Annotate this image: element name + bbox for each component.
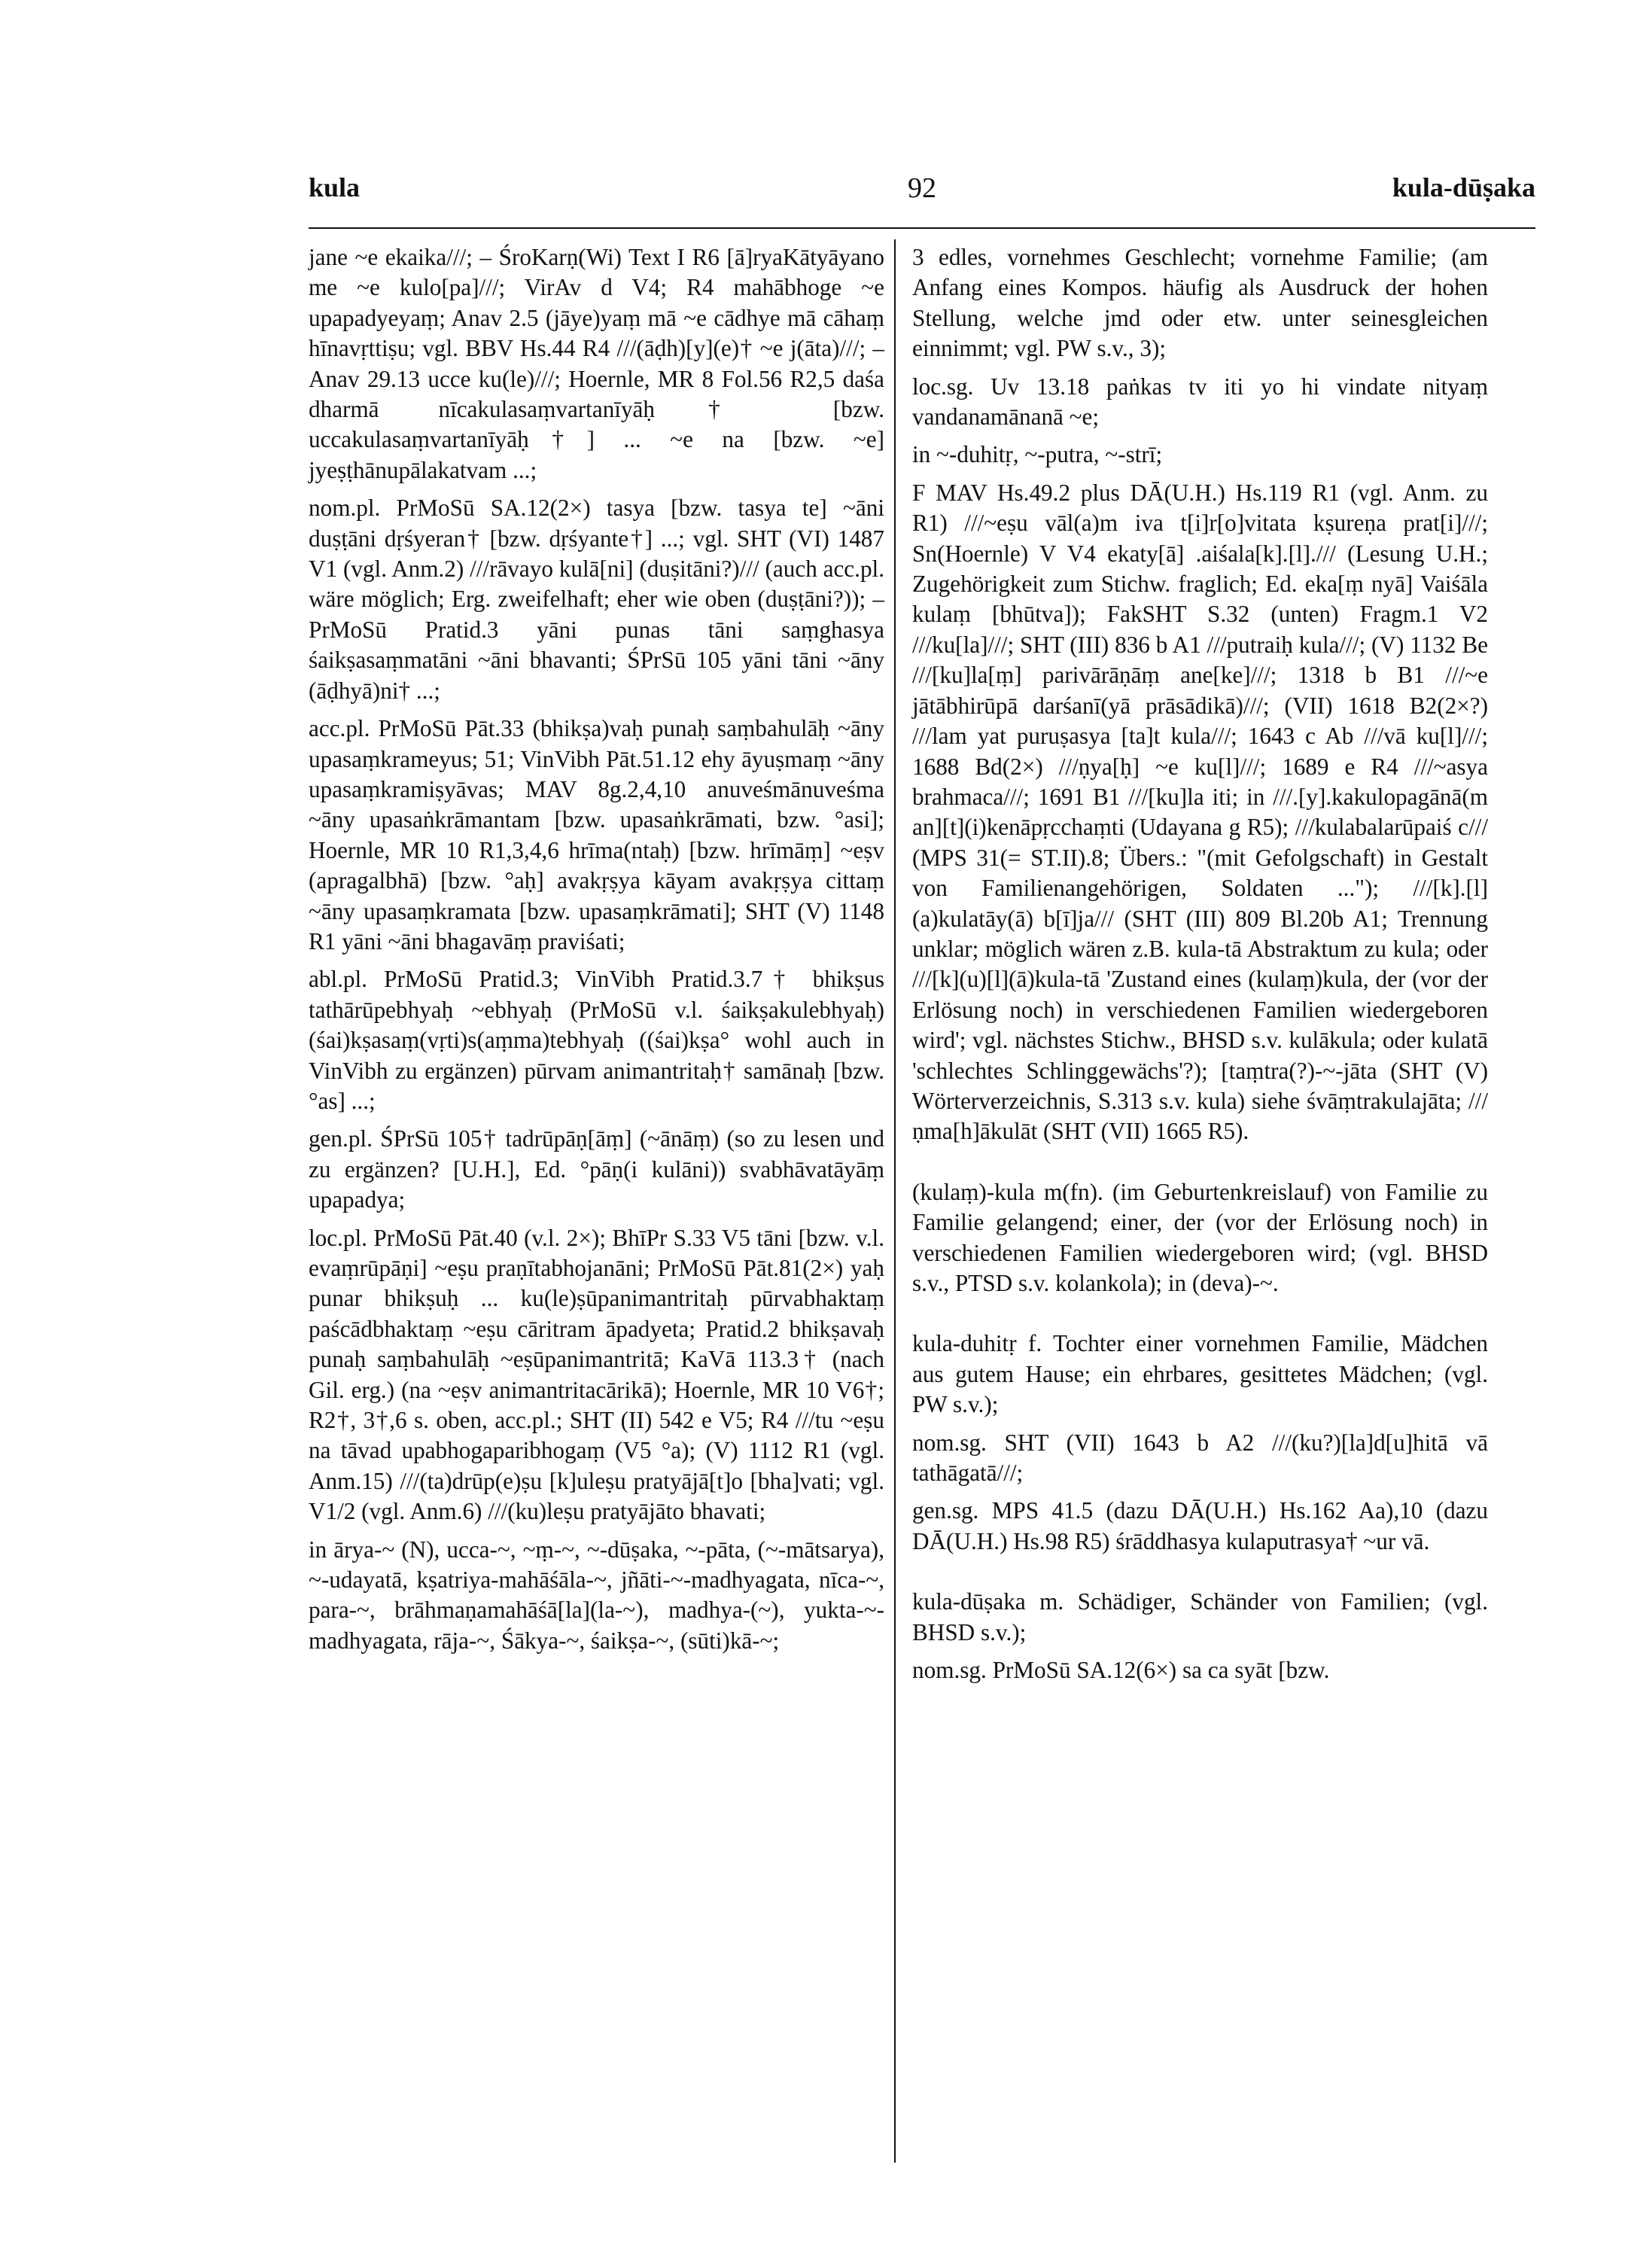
page-header [309,172,1535,224]
entry-paragraph: 3 edles, vornehmes Geschlecht; vornehme Familie; (am Anfang eines Kompos. häufig als Ausdruck der hohen Stellung, welche jmd oder etw. unter seinesgleichen einnimmt; vgl. PW s.v., 3); [912,244,1488,362]
page-number: 92 [908,172,936,204]
entry-paragraph: in ~-duhitṛ, ~-putra, ~-strī; [912,441,1163,468]
entry-headword-kulamkula: (kulaṃ)-kula m(fn). (im Geburtenkreislauf) von Familie zu Familie gelangend; einer, der (vor der Erlösung noch) in verschiedenen Familien wiedergeboren wird; (vgl. BHSD s.v., PTSD s.v. kolankola); in (deva)-~. [912,1178,1488,1296]
entry-paragraph: nom.pl. PrMoSū SA.12(2×) tasya [bzw. tasya te] ~āni duṣṭāni dṛśyeran† [bzw. dṛśyante†] ...; vgl. SHT (VI) 1487 V1 (vgl. Anm.2) ///rāvayo kulā[ni] (duṣitāni?)/// (auch acc.pl. wäre möglich; Erg. zweifelhaft; eher wie oben (duṣṭāni?)); – PrMoSū Pratid.3 yāni punas tāni saṃghasya śaikṣasaṃmatāni ~āni bhavanti; ŚPrSū 105 yāni tāni ~āny (āḍhyā)ni† ...; [309,495,884,704]
left-column [309,242,884,1664]
entry-paragraph: abl.pl. PrMoSū Pratid.3; VinVibh Pratid.3.7† bhikṣus tathārūpebhyaḥ ~ebhyaḥ (PrMoSū v.l. śaikṣakulebhyaḥ) (śai)kṣasaṃ(vṛti)s(aṃma)tebhyaḥ ((śai)kṣa° wohl auch in VinVibh zu ergänzen) pūrvam animantritaḥ† samānaḥ [bzw. °as] ...; [309,966,884,1114]
entry-paragraph: loc.pl. PrMoSū Pāt.40 (v.l. 2×); BhīPr S.33 V5 tāni [bzw. v.l. evaṃrūpāṇi] ~eṣu praṇītabhojanāni; PrMoSū Pāt.81(2×) yaḥ punar bhikṣuḥ ... ku(le)ṣūpanimantritaḥ pūrvabhaktaṃ paścādbhaktaṃ ~eṣu cāritram āpadyeta; Pratid.2 bhikṣavaḥ punaḥ saṃbahulāḥ ~eṣūpanimantritā; KaVā 113.3† (nach Gil. erg.) (na ~eṣv animantritacārikā); Hoernle, MR 10 V6†; R2†, 3†,6 s. oben, acc.pl.; SHT (II) 542 e V5; R4 ///tu ~eṣu na tāvad upabhogaparibhogaṃ (V5 °a); (V) 1112 R1 (vgl. Anm.15) ///(ta)drūp(e)ṣu [k]uleṣu pratyājā[t]o [bha]vati; vgl. V1/2 (vgl. Anm.6) ///(ku)leṣu pratyājāto bhavati; [309,1224,884,1525]
entry-paragraph: jane ~e ekaika///; – ŚroKarṇ(Wi) Text I R6 [ā]ryaKātyāyano me ~e kulo[pa]///; VirAv d V4; R4 mahābhoge ~e upapadyeyaṃ; Anav 2.5 (jāye)yaṃ mā ~e cādhye mā cāhaṃ hīnavṛttiṣu; vgl. BBV Hs.44 R4 ///(āḍh)[y](e)† ~e j(āta)///; – Anav 29.13 ucce ku(le)///; Hoernle, MR 8 Fol.56 R2,5 daśa dharmā nīcakulasaṃvartanīyāḥ† [bzw. uccakulasaṃvartanīyāḥ†] ... ~e na [bzw. ~e] jyeṣṭhānupālakatvam ...; [309,244,884,483]
entry-headword-kula-dusaka: kula-dūṣaka m. Schädiger, Schänder von Familien; (vgl. BHSD s.v.); [912,1588,1488,1645]
entry-headword-kula-duhitr: kula-duhitṛ f. Tochter einer vornehmen Familie, Mädchen aus gutem Hause; ein ehrbares, gesittetes Mädchen; (vgl. PW s.v.); [912,1330,1488,1418]
header-right-headword: kula-dūṣaka [1392,172,1535,202]
entry-paragraph: acc.pl. PrMoSū Pāt.33 (bhikṣa)vaḥ punaḥ saṃbahulāḥ ~āny upasaṃkrameyus; 51; VinVibh Pāt.51.12 ehy āyuṣmaṃ ~āny upasaṃkramiṣyāvas; MAV 8g.2,4,10 anuveśmānuveśma ~āny upasaṅkrāmantam [bzw. upasaṅkrāmati, bzw. °asi]; Hoernle, MR 10 R1,3,4,6 hrīma(ntaḥ) [bzw. hrīmāṃ] ~eṣv (apragalbhā) [bzw. °aḥ] avakṛṣya kāyam avakṛṣya cittaṃ ~āny upasaṃkramata [bzw. upasaṃkrāmati]; SHT (V) 1148 R1 yāni ~āni bhagavāṃ praviśati; [309,715,884,954]
entry-paragraph: nom.sg. PrMoSū SA.12(6×) sa ca syāt [bzw. [912,1657,1330,1684]
compounds-paragraph: in ārya-~ (N), ucca-~, ~ṃ-~, ~-dūṣaka, ~-pāta, (~-mātsarya), ~-udayatā, kṣatriya-mahāśāla-~, jñāti-~-madhyagata, nīca-~, para-~, brāhmaṇamahāśā[la](la-~), madhya-(~), yukta-~-madhyagata, rāja-~, Śākya-~, śaikṣa-~, (sūti)kā-~; [309,1536,884,1654]
entry-paragraph: F MAV Hs.49.2 plus DĀ(U.H.) Hs.119 R1 (vgl. Anm. zu R1) ///~eṣu vāl(a)m iva t[i]r[o]vitata kṣureṇa prat[i]///; Sn(Hoernle) V V4 ekaty[ā] .aiśala[k].[l]./// (Lesung U.H.; Zugehörigkeit zum Stichw. fraglich; Ed. eka[ṃ nyā] Vaiśāla kulaṃ [bhūtva]); FakSHT S.32 (unten) Fragm.1 V2 ///ku[la]///; SHT (III) 836 b A1 ///putraiḥ kula///; (V) 1132 Be ///[ku]la[ṃ] parivārāṇāṃ ane[ke]///; 1318 b B1 ///~e jātābhirūpā darśanī(yā prāsādikā)///; (VII) 1618 B2(2×?) ///lam yat puruṣasya [ta]t kula///; 1643 c Ab ///vā ku[l]///; 1688 Bd(2×) ///ṇya[ḥ] ~e ku[l]///; 1689 e R4 ///~asya brahmaca///; 1691 B1 ///[ku]la iti; in ///.[y].kakulopagānā(m an][t](i)kenāpṛcchaṃti (Udayana g R5); ///kulabalarūpaiś c/// (MPS 31(= ST.II).8; Übers.: "(mit Gefolgschaft) in Gestalt von Familienangehörigen, Soldaten ..."); ///[k].[l](a)kulatāy(ā) b[ī]ja/// (SHT (III) 809 Bl.20b A1; Trennung unklar; möglich wären z.B. kula-tā Abstraktum zu kula; oder ///[k](u)[l](ā)kula-tā 'Zustand eines (kulaṃ)kula, der (vor der Erlösung noch) in verschiedenen Familien wiedergeboren wird'; vgl. nächstes Stichw., BHSD s.v. kulākula; oder kulatā 'schlechtes Schlinggewächs'?); [taṃtra(?)-~-jāta (SHT (V) Wörterverzeichnis, S.313 s.v. kula) siehe śvāṃtrakulajāta; ///ṇma[h]ākulāt (SHT (VII) 1665 R5). [912,479,1488,1145]
entry-paragraph: gen.pl. ŚPrSū 105† tadrūpāṇ[āṃ] (~ānāṃ) (so zu lesen und zu ergänzen? [U.H.], Ed. °pāṇ(i kulāni)) svabhāvatāyāṃ upapadya; [309,1125,884,1213]
right-column [912,242,1488,1693]
column-divider [894,239,896,2163]
entry-paragraph: loc.sg. Uv 13.18 paṅkas tv iti yo hi vindate nityaṃ vandanamānanā ~e; [912,373,1488,431]
header-rule [309,227,1535,229]
header-left-headword: kula [309,172,361,202]
entry-paragraph: nom.sg. SHT (VII) 1643 b A2 ///(ku?)[la]d[u]hitā vā tathāgatā///; [912,1429,1488,1487]
entry-paragraph: gen.sg. MPS 41.5 (dazu DĀ(U.H.) Hs.162 Aa),10 (dazu DĀ(U.H.) Hs.98 R5) śrāddhasya kulaputrasya† ~ur vā. [912,1497,1488,1554]
